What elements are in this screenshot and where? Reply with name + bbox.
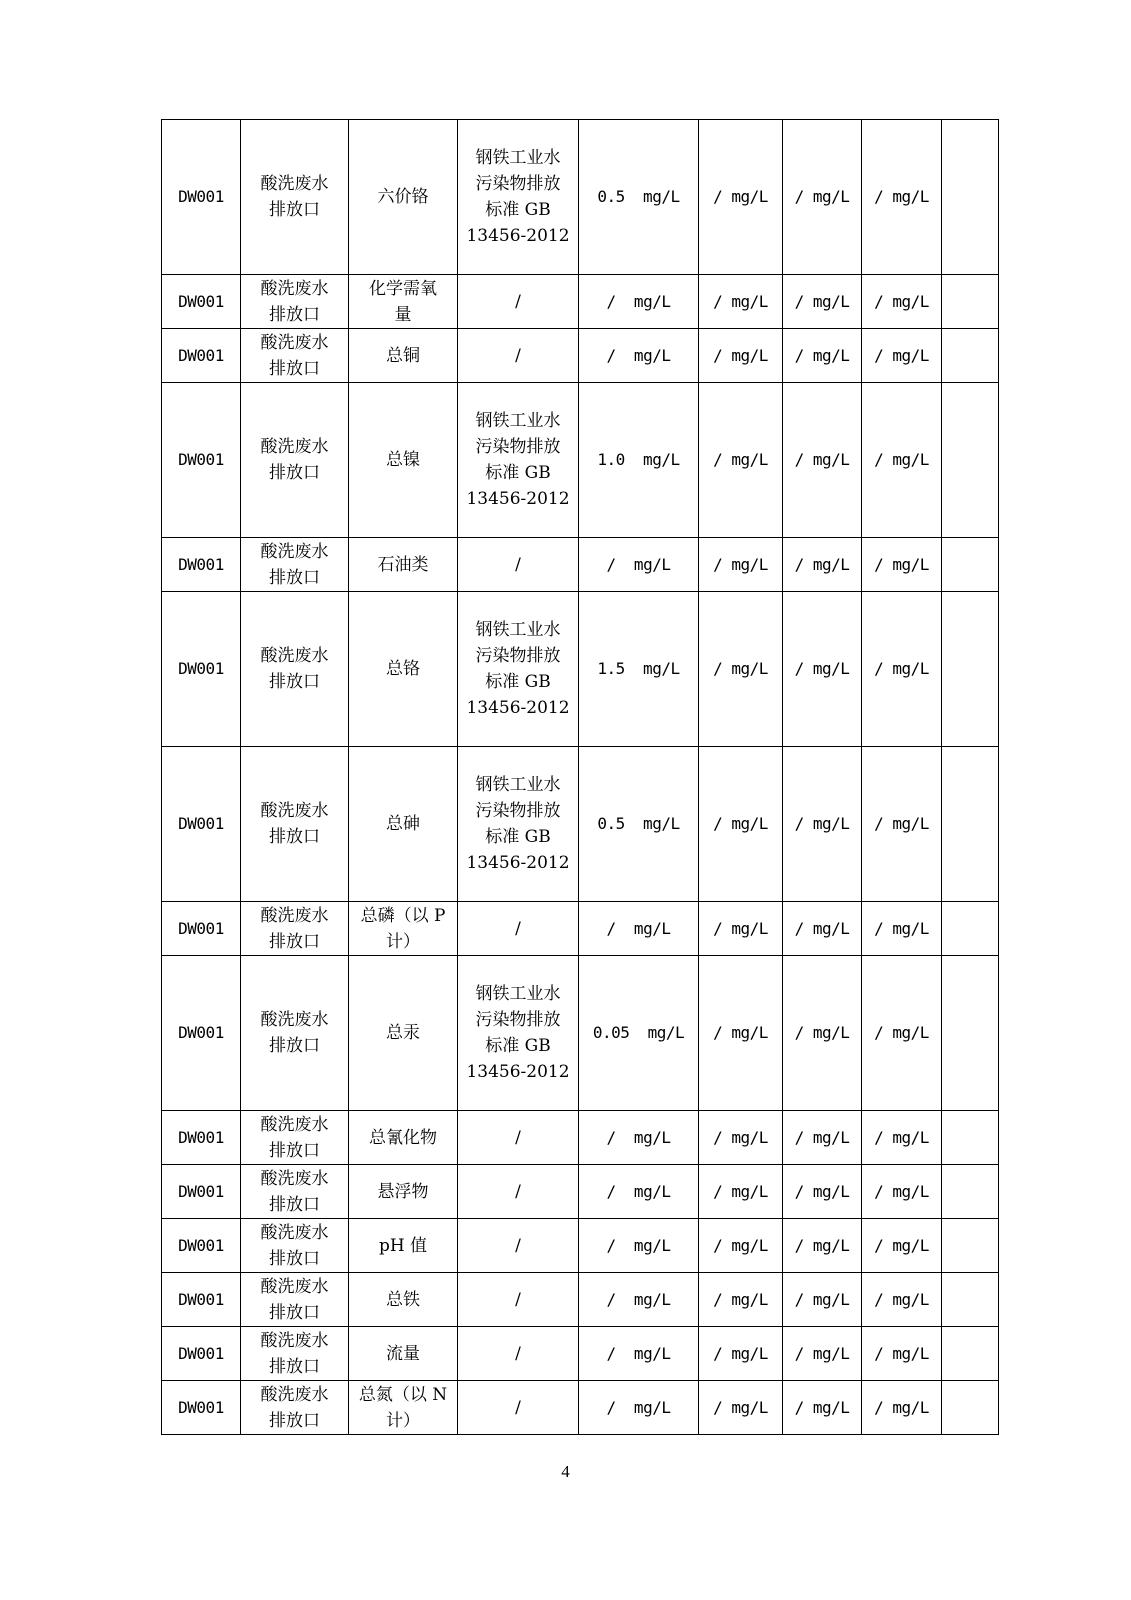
table-row <box>162 1165 999 1219</box>
value-cell-3: / mg/L <box>862 275 942 329</box>
value-cell-1: / mg/L <box>699 383 783 538</box>
outlet-code-cell: DW001 <box>162 1327 241 1381</box>
value-cell-3: / mg/L <box>862 329 942 383</box>
blank-cell <box>942 1327 999 1381</box>
limit-cell: / mg/L <box>579 1219 699 1273</box>
limit-cell: 0.5 mg/L <box>579 747 699 902</box>
pollutant-cell: 总铜 <box>349 329 458 383</box>
pollutant-cell: 总磷（以 P 计） <box>349 902 458 956</box>
value-cell-3: / mg/L <box>862 1219 942 1273</box>
value-cell-3: / mg/L <box>862 956 942 1111</box>
outlet-code-cell: DW001 <box>162 747 241 902</box>
value-cell-3: / mg/L <box>862 1327 942 1381</box>
value-cell-2: / mg/L <box>783 956 862 1111</box>
value-cell-3: / mg/L <box>862 1111 942 1165</box>
outlet-code-cell: DW001 <box>162 902 241 956</box>
value-cell-2: / mg/L <box>783 1273 862 1327</box>
blank-cell <box>942 1273 999 1327</box>
value-cell-2: / mg/L <box>783 1381 862 1435</box>
outlet-name-cell: 酸洗废水 排放口 <box>241 956 349 1111</box>
value-cell-2: / mg/L <box>783 120 862 275</box>
outlet-name-cell: 酸洗废水 排放口 <box>241 1273 349 1327</box>
value-cell-1: / mg/L <box>699 1165 783 1219</box>
standard-cell: / <box>458 1111 579 1165</box>
table-row <box>162 329 999 383</box>
page-number: 4 <box>561 1462 570 1481</box>
limit-cell: / mg/L <box>579 329 699 383</box>
table-row <box>162 956 999 1111</box>
standard-cell: 钢铁工业水 污染物排放 标准 GB 13456-2012 <box>458 956 579 1111</box>
value-cell-2: / mg/L <box>783 538 862 592</box>
blank-cell <box>942 1111 999 1165</box>
outlet-code-cell: DW001 <box>162 592 241 747</box>
outlet-code-cell: DW001 <box>162 538 241 592</box>
blank-cell <box>942 1165 999 1219</box>
pollutant-cell: 六价铬 <box>349 120 458 275</box>
standard-cell: 钢铁工业水 污染物排放 标准 GB 13456-2012 <box>458 747 579 902</box>
pollutant-cell: 悬浮物 <box>349 1165 458 1219</box>
standard-cell: 钢铁工业水 污染物排放 标准 GB 13456-2012 <box>458 592 579 747</box>
value-cell-3: / mg/L <box>862 1165 942 1219</box>
limit-cell: / mg/L <box>579 1381 699 1435</box>
limit-cell: / mg/L <box>579 1327 699 1381</box>
value-cell-1: / mg/L <box>699 1219 783 1273</box>
limit-cell: / mg/L <box>579 1273 699 1327</box>
outlet-name-cell: 酸洗废水 排放口 <box>241 902 349 956</box>
value-cell-2: / mg/L <box>783 1219 862 1273</box>
value-cell-1: / mg/L <box>699 120 783 275</box>
value-cell-1: / mg/L <box>699 747 783 902</box>
value-cell-3: / mg/L <box>862 592 942 747</box>
blank-cell <box>942 538 999 592</box>
blank-cell <box>942 902 999 956</box>
limit-cell: / mg/L <box>579 275 699 329</box>
limit-cell: / mg/L <box>579 1111 699 1165</box>
pollutant-cell: 总砷 <box>349 747 458 902</box>
value-cell-1: / mg/L <box>699 902 783 956</box>
table-row <box>162 1219 999 1273</box>
standard-cell: / <box>458 1327 579 1381</box>
pollutant-cell: 总铁 <box>349 1273 458 1327</box>
table-row <box>162 1111 999 1165</box>
value-cell-1: / mg/L <box>699 592 783 747</box>
standard-cell: / <box>458 1165 579 1219</box>
blank-cell <box>942 956 999 1111</box>
blank-cell <box>942 383 999 538</box>
outlet-name-cell: 酸洗废水 排放口 <box>241 1111 349 1165</box>
outlet-name-cell: 酸洗废水 排放口 <box>241 1327 349 1381</box>
table-row <box>162 1381 999 1435</box>
pollutant-cell: 化学需氧 量 <box>349 275 458 329</box>
table-row <box>162 538 999 592</box>
standard-cell: / <box>458 902 579 956</box>
pollutant-cell: 总氰化物 <box>349 1111 458 1165</box>
outlet-code-cell: DW001 <box>162 1111 241 1165</box>
pollutant-cell: 总氮（以 N 计） <box>349 1381 458 1435</box>
value-cell-1: / mg/L <box>699 1273 783 1327</box>
blank-cell <box>942 1381 999 1435</box>
blank-cell <box>942 275 999 329</box>
standard-cell: / <box>458 275 579 329</box>
value-cell-2: / mg/L <box>783 747 862 902</box>
table-row <box>162 120 999 275</box>
outlet-name-cell: 酸洗废水 排放口 <box>241 747 349 902</box>
value-cell-2: / mg/L <box>783 1327 862 1381</box>
value-cell-3: / mg/L <box>862 538 942 592</box>
value-cell-1: / mg/L <box>699 275 783 329</box>
outlet-code-cell: DW001 <box>162 1273 241 1327</box>
table-row <box>162 1273 999 1327</box>
value-cell-3: / mg/L <box>862 1381 942 1435</box>
outlet-name-cell: 酸洗废水 排放口 <box>241 275 349 329</box>
outlet-name-cell: 酸洗废水 排放口 <box>241 329 349 383</box>
standard-cell: / <box>458 1219 579 1273</box>
value-cell-3: / mg/L <box>862 383 942 538</box>
value-cell-1: / mg/L <box>699 1381 783 1435</box>
pollutant-cell: 总镍 <box>349 383 458 538</box>
value-cell-1: / mg/L <box>699 329 783 383</box>
value-cell-1: / mg/L <box>699 1327 783 1381</box>
limit-cell: 0.05 mg/L <box>579 956 699 1111</box>
outlet-name-cell: 酸洗废水 排放口 <box>241 383 349 538</box>
standard-cell: / <box>458 1381 579 1435</box>
limit-cell: / mg/L <box>579 1165 699 1219</box>
pollutant-cell: 总汞 <box>349 956 458 1111</box>
limit-cell: 1.0 mg/L <box>579 383 699 538</box>
blank-cell <box>942 592 999 747</box>
value-cell-1: / mg/L <box>699 538 783 592</box>
standard-cell: / <box>458 329 579 383</box>
pollutant-cell: 总铬 <box>349 592 458 747</box>
outlet-code-cell: DW001 <box>162 1381 241 1435</box>
outlet-name-cell: 酸洗废水 排放口 <box>241 592 349 747</box>
pollutant-cell: 流量 <box>349 1327 458 1381</box>
limit-cell: / mg/L <box>579 538 699 592</box>
table-row <box>162 902 999 956</box>
value-cell-2: / mg/L <box>783 1165 862 1219</box>
blank-cell <box>942 1219 999 1273</box>
blank-cell <box>942 120 999 275</box>
value-cell-3: / mg/L <box>862 120 942 275</box>
outlet-code-cell: DW001 <box>162 1219 241 1273</box>
value-cell-3: / mg/L <box>862 747 942 902</box>
outlet-code-cell: DW001 <box>162 275 241 329</box>
value-cell-1: / mg/L <box>699 956 783 1111</box>
standard-cell: 钢铁工业水 污染物排放 标准 GB 13456-2012 <box>458 383 579 538</box>
limit-cell: 1.5 mg/L <box>579 592 699 747</box>
blank-cell <box>942 747 999 902</box>
pollutant-cell: pH 值 <box>349 1219 458 1273</box>
outlet-name-cell: 酸洗废水 排放口 <box>241 1381 349 1435</box>
outlet-code-cell: DW001 <box>162 1165 241 1219</box>
standard-cell: / <box>458 1273 579 1327</box>
value-cell-2: / mg/L <box>783 383 862 538</box>
limit-cell: / mg/L <box>579 902 699 956</box>
outlet-code-cell: DW001 <box>162 120 241 275</box>
standard-cell: 钢铁工业水 污染物排放 标准 GB 13456-2012 <box>458 120 579 275</box>
outlet-code-cell: DW001 <box>162 329 241 383</box>
table-row <box>162 383 999 538</box>
table-row <box>162 275 999 329</box>
table-body <box>162 120 999 1435</box>
value-cell-3: / mg/L <box>862 1273 942 1327</box>
table-row <box>162 592 999 747</box>
pollutant-cell: 石油类 <box>349 538 458 592</box>
outlet-name-cell: 酸洗废水 排放口 <box>241 1219 349 1273</box>
table-row <box>162 1327 999 1381</box>
value-cell-2: / mg/L <box>783 275 862 329</box>
outlet-name-cell: 酸洗废水 排放口 <box>241 120 349 275</box>
value-cell-2: / mg/L <box>783 329 862 383</box>
value-cell-2: / mg/L <box>783 902 862 956</box>
outlet-code-cell: DW001 <box>162 956 241 1111</box>
limit-cell: 0.5 mg/L <box>579 120 699 275</box>
outlet-code-cell: DW001 <box>162 383 241 538</box>
value-cell-2: / mg/L <box>783 592 862 747</box>
value-cell-3: / mg/L <box>862 902 942 956</box>
standard-cell: / <box>458 538 579 592</box>
emission-limits-table <box>161 119 999 1435</box>
outlet-name-cell: 酸洗废水 排放口 <box>241 1165 349 1219</box>
value-cell-1: / mg/L <box>699 1111 783 1165</box>
value-cell-2: / mg/L <box>783 1111 862 1165</box>
blank-cell <box>942 329 999 383</box>
outlet-name-cell: 酸洗废水 排放口 <box>241 538 349 592</box>
table-row <box>162 747 999 902</box>
